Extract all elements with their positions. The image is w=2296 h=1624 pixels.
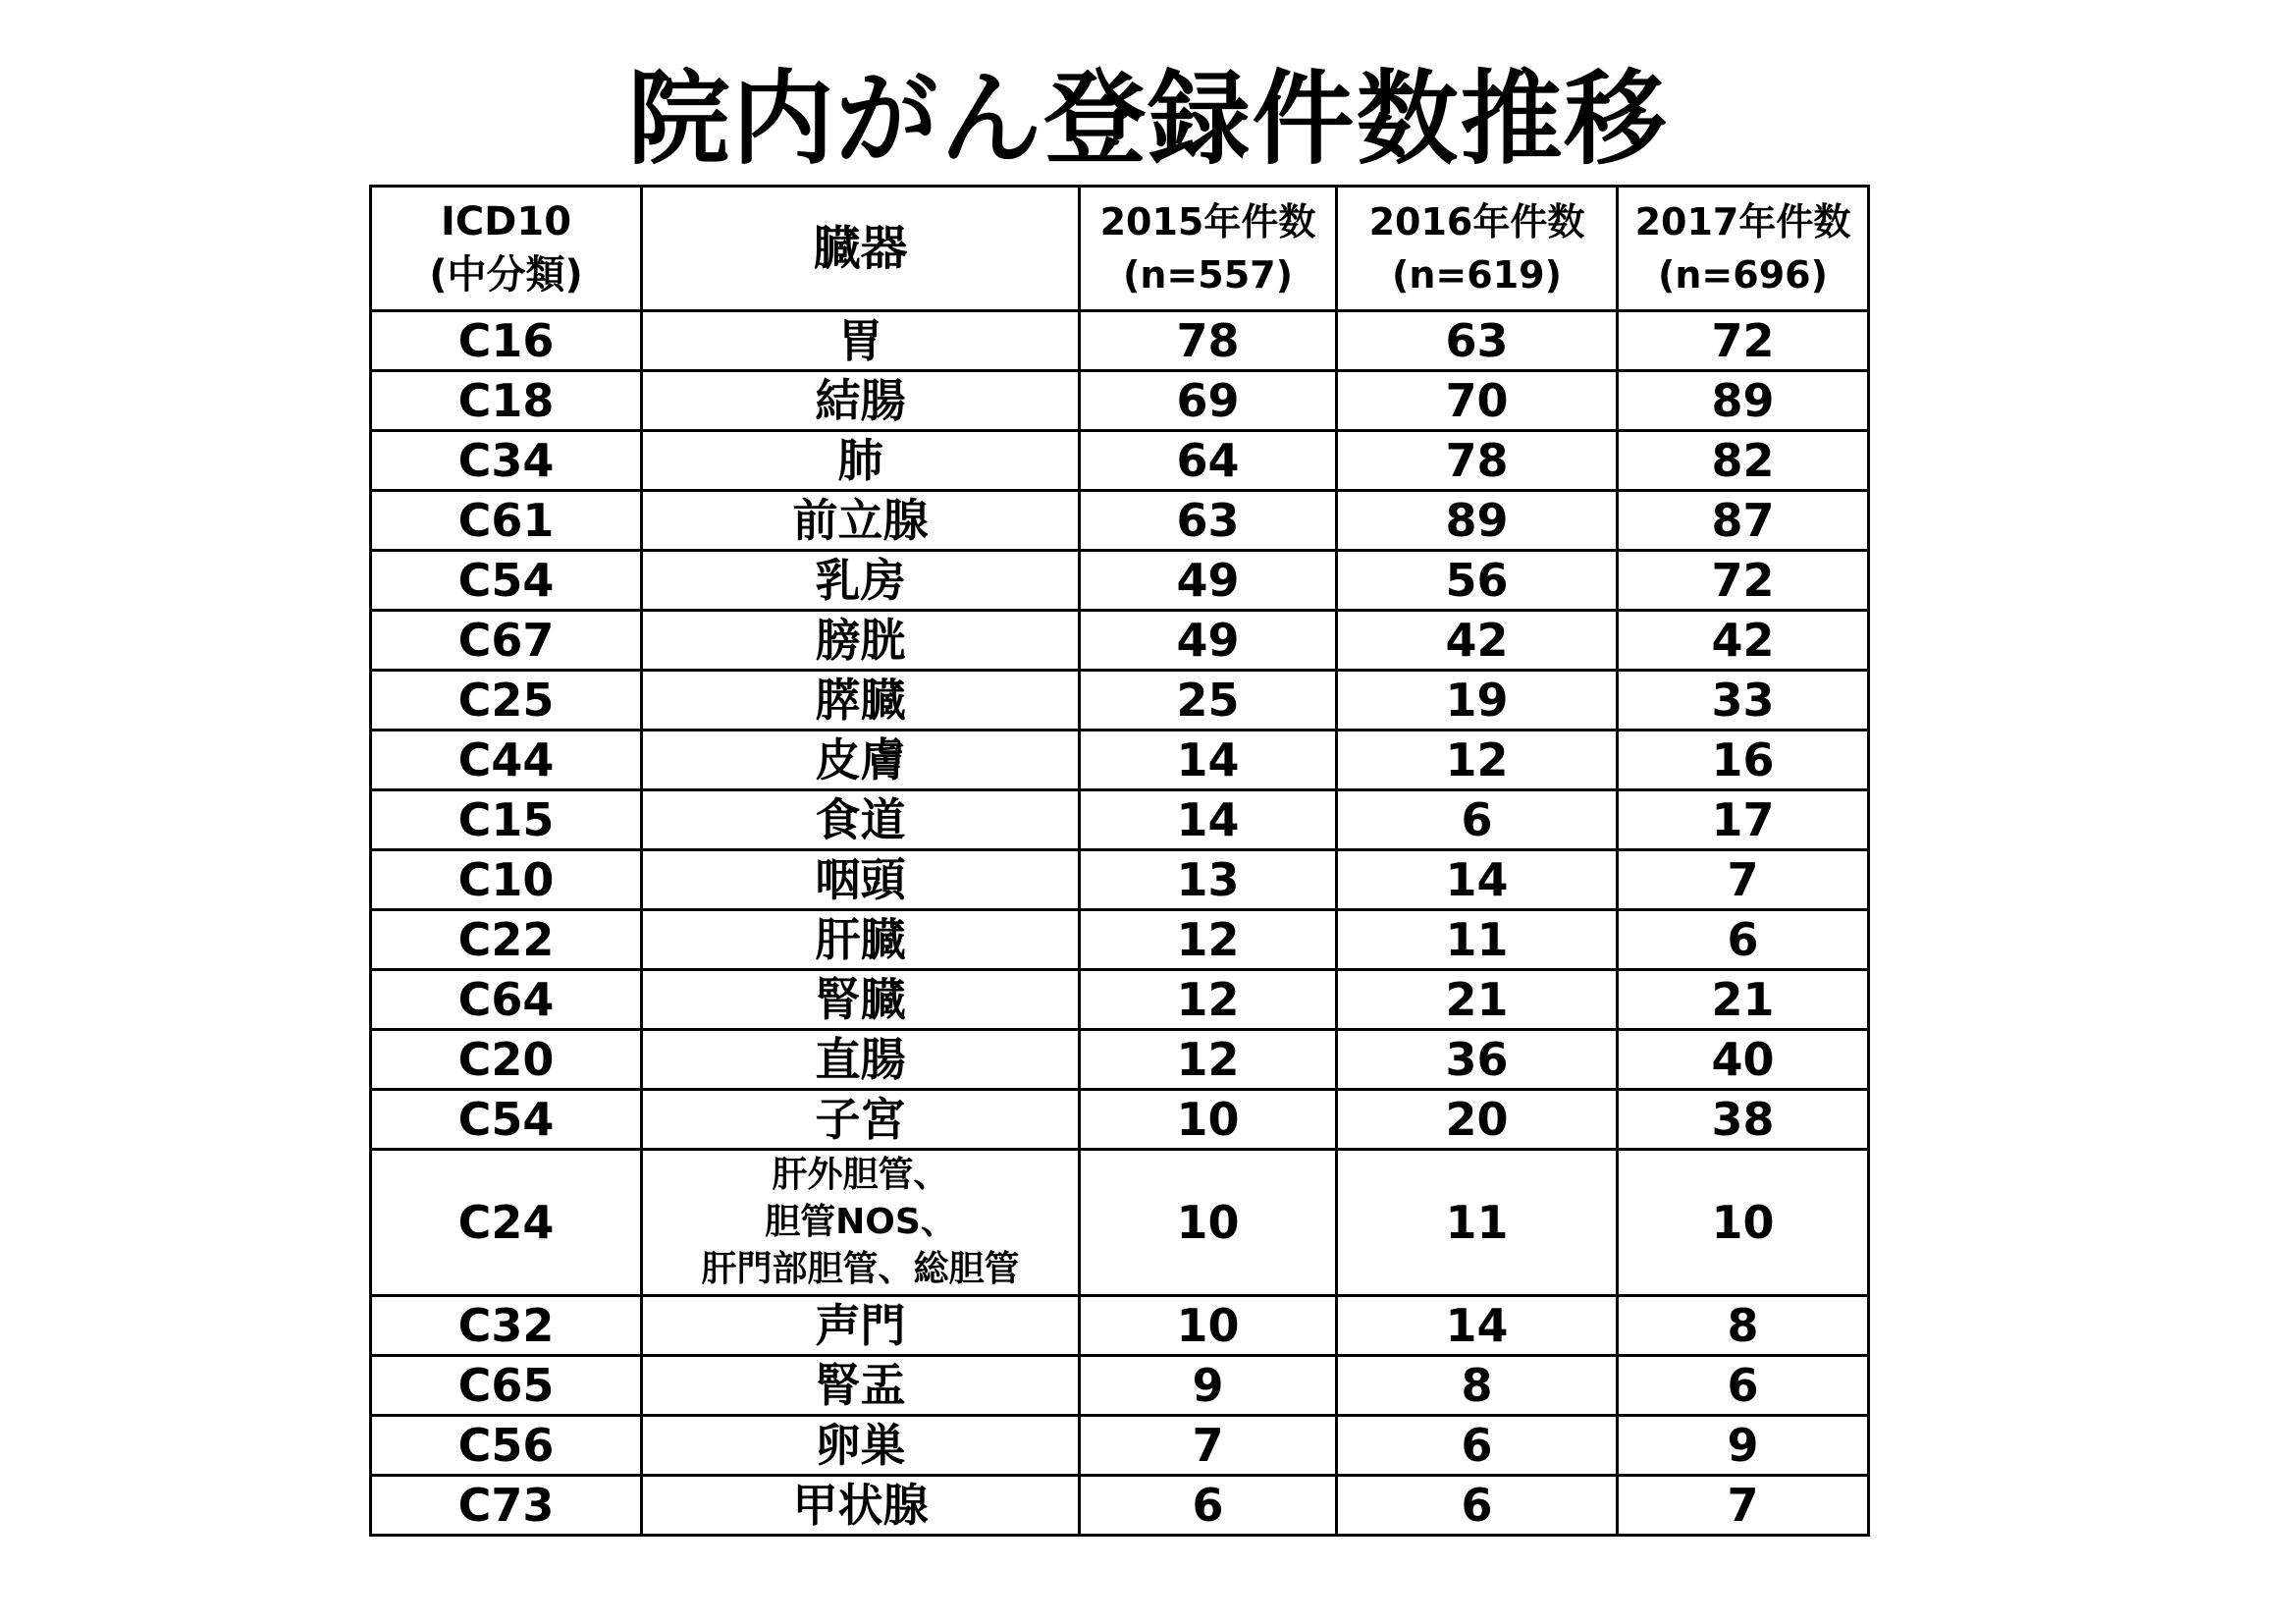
header-row <box>371 187 1869 311</box>
count-2016-cell: 20 <box>1337 1090 1618 1150</box>
count-2015-cell: 7 <box>1080 1416 1337 1476</box>
organ-cell: 直腸 <box>642 1030 1080 1090</box>
count-2015-cell: 10 <box>1080 1150 1337 1296</box>
page-title: 院内がん登録件数推移 <box>627 59 1669 179</box>
count-2016-cell: 89 <box>1337 491 1618 551</box>
count-2016-cell: 6 <box>1337 790 1618 850</box>
icd-code-cell: C44 <box>371 731 642 790</box>
count-2015-cell: 12 <box>1080 970 1337 1030</box>
organ-cell: 肝臓 <box>642 910 1080 970</box>
count-2017-cell: 7 <box>1618 850 1869 910</box>
count-2015-cell: 25 <box>1080 671 1337 731</box>
count-2016-cell: 6 <box>1337 1476 1618 1536</box>
count-2015-cell: 9 <box>1080 1356 1337 1416</box>
count-2015-cell: 12 <box>1080 910 1337 970</box>
organ-cell: 膀胱 <box>642 611 1080 671</box>
count-2016-cell: 21 <box>1337 970 1618 1030</box>
count-2016-cell: 14 <box>1337 1296 1618 1356</box>
icd-code-cell: C67 <box>371 611 642 671</box>
table-row <box>371 1296 1869 1356</box>
icd-code-cell: C56 <box>371 1416 642 1476</box>
count-2016-cell: 56 <box>1337 551 1618 611</box>
count-2017-cell: 17 <box>1618 790 1869 850</box>
count-2016-cell: 6 <box>1337 1416 1618 1476</box>
count-2017-cell: 87 <box>1618 491 1869 551</box>
icd-code-cell: C73 <box>371 1476 642 1536</box>
icd-code-cell: C20 <box>371 1030 642 1090</box>
table-row <box>371 1030 1869 1090</box>
count-2016-cell: 12 <box>1337 731 1618 790</box>
table-row <box>371 731 1869 790</box>
icd-code-cell: C34 <box>371 431 642 491</box>
table-row <box>371 790 1869 850</box>
icd-code-cell: C16 <box>371 311 642 371</box>
header-2017-n: (n=696) <box>1658 253 1828 297</box>
header-2015-label: 2015年件数 <box>1099 200 1316 244</box>
header-organ: 臓器 <box>642 187 1080 311</box>
organ-cell: 食道 <box>642 790 1080 850</box>
count-2017-cell: 82 <box>1618 431 1869 491</box>
count-2017-cell: 21 <box>1618 970 1869 1030</box>
organ-cell: 膵臓 <box>642 671 1080 731</box>
icd-code-cell: C10 <box>371 850 642 910</box>
organ-cell: 胃 <box>642 311 1080 371</box>
count-2015-cell: 14 <box>1080 790 1337 850</box>
count-2016-cell: 8 <box>1337 1356 1618 1416</box>
organ-cell: 子宮 <box>642 1090 1080 1150</box>
organ-cell: 腎盂 <box>642 1356 1080 1416</box>
icd-code-cell: C24 <box>371 1150 642 1296</box>
count-2016-cell: 14 <box>1337 850 1618 910</box>
count-2015-cell: 64 <box>1080 431 1337 491</box>
count-2017-cell: 40 <box>1618 1030 1869 1090</box>
count-2015-cell: 49 <box>1080 611 1337 671</box>
count-2017-cell: 38 <box>1618 1090 1869 1150</box>
header-2016 <box>1337 187 1618 311</box>
table-row <box>371 371 1869 431</box>
count-2017-cell: 33 <box>1618 671 1869 731</box>
organ-line: 肝外胆管、 <box>772 1155 949 1195</box>
count-2017-cell: 6 <box>1618 1356 1869 1416</box>
header-icd-line1: ICD10 <box>440 199 572 244</box>
count-2016-cell: 11 <box>1337 1150 1618 1296</box>
count-2016-cell: 36 <box>1337 1030 1618 1090</box>
count-2015-cell: 63 <box>1080 491 1337 551</box>
table-row <box>371 611 1869 671</box>
count-2017-cell: 8 <box>1618 1296 1869 1356</box>
table-row <box>371 1476 1869 1536</box>
count-2017-cell: 6 <box>1618 910 1869 970</box>
header-2017 <box>1618 187 1869 311</box>
count-2015-cell: 10 <box>1080 1090 1337 1150</box>
header-2015 <box>1080 187 1337 311</box>
table-row <box>371 970 1869 1030</box>
table-row <box>371 850 1869 910</box>
icd-code-cell: C15 <box>371 790 642 850</box>
count-2016-cell: 63 <box>1337 311 1618 371</box>
header-2016-n: (n=619) <box>1392 253 1562 297</box>
count-2017-cell: 42 <box>1618 611 1869 671</box>
icd-code-cell: C61 <box>371 491 642 551</box>
icd-code-cell: C64 <box>371 970 642 1030</box>
header-icd-line2: (中分類) <box>429 252 583 298</box>
table-row <box>371 491 1869 551</box>
organ-cell: 甲状腺 <box>642 1476 1080 1536</box>
count-2015-cell: 12 <box>1080 1030 1337 1090</box>
header-2017-label: 2017年件数 <box>1634 200 1851 244</box>
header-2016-label: 2016年件数 <box>1368 200 1585 244</box>
organ-cell: 皮膚 <box>642 731 1080 790</box>
organ-line: 胆管NOS、 <box>765 1202 956 1242</box>
count-2016-cell: 78 <box>1337 431 1618 491</box>
count-2016-cell: 42 <box>1337 611 1618 671</box>
count-2017-cell: 7 <box>1618 1476 1869 1536</box>
organ-line: 肝門部胆管、総胆管 <box>701 1249 1020 1289</box>
header-2015-n: (n=557) <box>1123 253 1293 297</box>
icd-code-cell: C32 <box>371 1296 642 1356</box>
icd-code-cell: C54 <box>371 1090 642 1150</box>
count-2015-cell: 14 <box>1080 731 1337 790</box>
organ-cell: 乳房 <box>642 551 1080 611</box>
table-row <box>371 551 1869 611</box>
organ-cell: 卵巣 <box>642 1416 1080 1476</box>
organ-cell: 前立腺 <box>642 491 1080 551</box>
cancer-registry-table <box>369 185 1870 1537</box>
count-2015-cell: 13 <box>1080 850 1337 910</box>
table-row <box>371 1150 1869 1296</box>
icd-code-cell: C65 <box>371 1356 642 1416</box>
table-row <box>371 311 1869 371</box>
table-row <box>371 910 1869 970</box>
count-2017-cell: 72 <box>1618 311 1869 371</box>
icd-code-cell: C54 <box>371 551 642 611</box>
count-2017-cell: 9 <box>1618 1416 1869 1476</box>
organ-cell: 腎臓 <box>642 970 1080 1030</box>
table-row <box>371 1416 1869 1476</box>
table-row <box>371 671 1869 731</box>
count-2015-cell: 78 <box>1080 311 1337 371</box>
count-2016-cell: 19 <box>1337 671 1618 731</box>
count-2015-cell: 10 <box>1080 1296 1337 1356</box>
count-2017-cell: 72 <box>1618 551 1869 611</box>
count-2015-cell: 69 <box>1080 371 1337 431</box>
count-2017-cell: 16 <box>1618 731 1869 790</box>
table-body <box>371 311 1869 1536</box>
table-row <box>371 1090 1869 1150</box>
count-2017-cell: 10 <box>1618 1150 1869 1296</box>
table-row <box>371 431 1869 491</box>
count-2015-cell: 6 <box>1080 1476 1337 1536</box>
organ-cell <box>642 1150 1080 1296</box>
icd-code-cell: C18 <box>371 371 642 431</box>
count-2017-cell: 89 <box>1618 371 1869 431</box>
icd-code-cell: C25 <box>371 671 642 731</box>
organ-cell: 声門 <box>642 1296 1080 1356</box>
icd-code-cell: C22 <box>371 910 642 970</box>
table-row <box>371 1356 1869 1416</box>
count-2016-cell: 11 <box>1337 910 1618 970</box>
organ-cell: 結腸 <box>642 371 1080 431</box>
organ-cell: 咽頭 <box>642 850 1080 910</box>
organ-cell: 肺 <box>642 431 1080 491</box>
count-2015-cell: 49 <box>1080 551 1337 611</box>
count-2016-cell: 70 <box>1337 371 1618 431</box>
header-icd <box>371 187 642 311</box>
